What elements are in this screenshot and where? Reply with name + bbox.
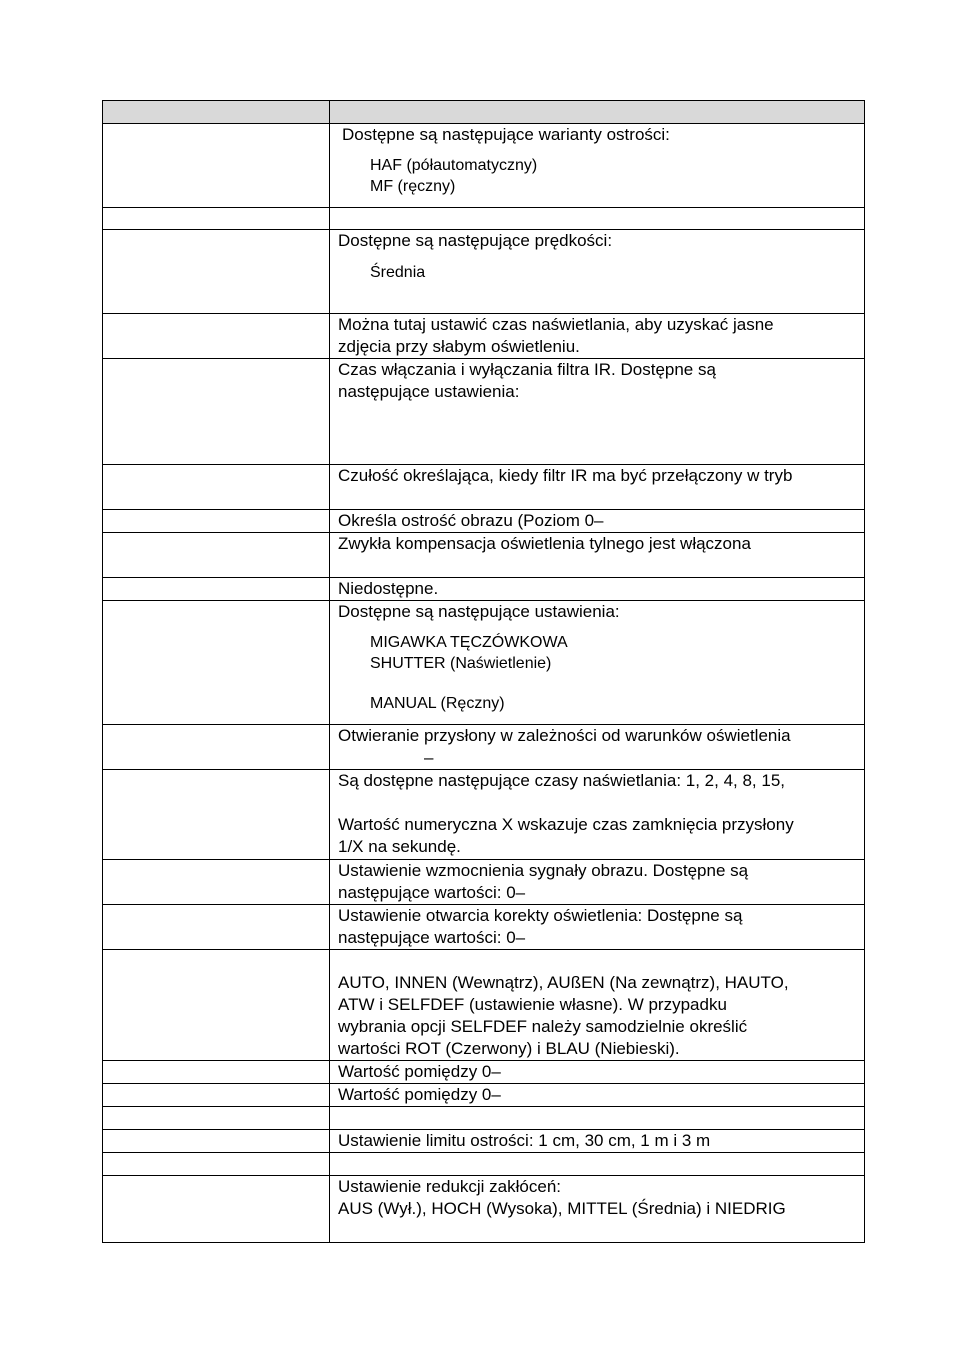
table-row	[103, 1084, 865, 1107]
header-cell-description	[330, 101, 865, 124]
row-description-cell	[330, 770, 865, 860]
option-text: MIGAWKA TĘCZÓWKOWA	[370, 634, 568, 651]
row-description-cell	[330, 1130, 865, 1153]
table-row	[103, 950, 865, 1061]
description-text: –	[424, 748, 434, 767]
row-label-cell	[103, 359, 330, 465]
description-text: następujące wartości: 0–	[338, 883, 526, 902]
row-description-cell	[330, 725, 865, 770]
table-row	[103, 1176, 865, 1243]
table-row	[103, 359, 865, 465]
row-label-cell	[103, 1107, 330, 1130]
row-description-cell	[330, 359, 865, 465]
row-description-cell	[330, 314, 865, 359]
row-label-cell	[103, 1130, 330, 1153]
row-label-cell	[103, 601, 330, 725]
row-label-cell	[103, 533, 330, 578]
option-text: SHUTTER (Naświetlenie)	[370, 654, 552, 672]
description-text: Ustawienie limitu ostrości: 1 cm, 30 cm, 1 m i 3 m	[338, 1131, 711, 1150]
table-row	[103, 510, 865, 533]
table-header-row	[103, 101, 865, 124]
description-text: Są dostępne następujące czasy naświetlania: 1, 2, 4, 8, 15,	[338, 771, 786, 790]
table-row	[103, 230, 865, 314]
row-label-cell	[103, 1061, 330, 1084]
table-row	[103, 1130, 865, 1153]
description-text: Wartość pomiędzy 0–	[338, 1062, 501, 1081]
option-text: MANUAL (Ręczny)	[370, 695, 505, 712]
row-label-cell	[103, 725, 330, 770]
row-label-cell	[103, 1176, 330, 1243]
table-row	[103, 208, 865, 230]
description-text: ATW i SELFDEF (ustawienie własne). W przypadku	[338, 995, 727, 1014]
description-text: Dostępne są następujące ustawienia:	[338, 602, 620, 621]
row-label-cell	[103, 950, 330, 1061]
description-text: Wartość numeryczna X wskazuje czas zamknięcia przysłony	[338, 815, 794, 834]
description-text: Niedostępne.	[338, 579, 439, 598]
description-text: Można tutaj ustawić czas naświetlania, aby uzyskać jasne	[338, 315, 774, 334]
description-text: Otwieranie przysłony w zależności od warunków oświetlenia	[338, 726, 791, 745]
description-text: 1/X na sekundę.	[338, 837, 461, 856]
table-row	[103, 578, 865, 601]
description-text: Ustawienie otwarcia korekty oświetlenia: Dostępne są	[338, 906, 743, 925]
option-text: HAF (półautomatyczny)	[370, 157, 538, 174]
description-text: następujące ustawienia:	[338, 382, 520, 401]
option-text: Średnia	[370, 264, 426, 281]
description-text: wybrania opcji SELFDEF należy samodzielnie określić	[338, 1017, 748, 1036]
table-row	[103, 725, 865, 770]
table-row	[103, 533, 865, 578]
description-text: następujące wartości: 0–	[338, 928, 526, 947]
table-row	[103, 770, 865, 860]
row-description-cell	[330, 601, 865, 725]
description-text: Ustawienie wzmocnienia sygnały obrazu. Dostępne są	[338, 861, 749, 880]
row-label-cell	[103, 860, 330, 905]
row-description-cell	[330, 1176, 865, 1243]
row-description-cell	[330, 510, 865, 533]
row-description-cell	[330, 578, 865, 601]
description-text: Ustawienie redukcji zakłóceń:	[338, 1177, 561, 1196]
description-text: wartości ROT (Czerwony) i BLAU (Niebieski).	[338, 1039, 680, 1058]
table-row	[103, 1061, 865, 1084]
row-label-cell	[103, 465, 330, 510]
row-label-cell	[103, 208, 330, 230]
description-text: Czułość określająca, kiedy filtr IR ma być przełączony w tryb	[338, 466, 793, 485]
row-label-cell	[103, 230, 330, 314]
description-text: zdjęcia przy słabym oświetleniu.	[338, 337, 580, 356]
header-cell-setting	[103, 101, 330, 124]
table-row	[103, 1107, 865, 1130]
row-description-cell	[330, 950, 865, 1061]
row-label-cell	[103, 1084, 330, 1107]
row-label-cell	[103, 770, 330, 860]
row-description-cell	[330, 124, 865, 208]
table-row	[103, 314, 865, 359]
table-row	[103, 465, 865, 510]
description-text: Wartość pomiędzy 0–	[338, 1085, 501, 1104]
description-text: Określa ostrość obrazu (Poziom 0–	[338, 511, 604, 530]
description-text: Dostępne są następujące prędkości:	[338, 231, 613, 250]
table-row	[103, 1153, 865, 1176]
description-text: Zwykła kompensacja oświetlenia tylnego jest włączona	[338, 534, 751, 553]
row-description-cell	[330, 208, 865, 230]
description-text: AUS (Wył.), HOCH (Wysoka), MITTEL (Średnia) i NIEDRIG	[338, 1199, 786, 1218]
row-description-cell	[330, 1107, 865, 1130]
settings-table	[102, 100, 865, 1243]
row-label-cell	[103, 578, 330, 601]
description-text: Dostępne są następujące warianty ostrości:	[342, 125, 670, 144]
row-label-cell	[103, 124, 330, 208]
description-text: Czas włączania i wyłączania filtra IR. Dostępne są	[338, 360, 716, 379]
row-description-cell	[330, 230, 865, 314]
option-text: MF (ręczny)	[370, 177, 456, 195]
description-text: AUTO, INNEN (Wewnątrz), AUßEN (Na zewnątrz), HAUTO,	[338, 973, 789, 992]
row-label-cell	[103, 905, 330, 950]
row-description-cell	[330, 860, 865, 905]
row-description-cell	[330, 1061, 865, 1084]
row-description-cell	[330, 1084, 865, 1107]
table-row	[103, 860, 865, 905]
row-description-cell	[330, 905, 865, 950]
row-label-cell	[103, 510, 330, 533]
row-description-cell	[330, 533, 865, 578]
table-row	[103, 905, 865, 950]
row-description-cell	[330, 465, 865, 510]
table-row	[103, 601, 865, 725]
row-label-cell	[103, 314, 330, 359]
table-row	[103, 124, 865, 208]
row-label-cell	[103, 1153, 330, 1176]
row-description-cell	[330, 1153, 865, 1176]
